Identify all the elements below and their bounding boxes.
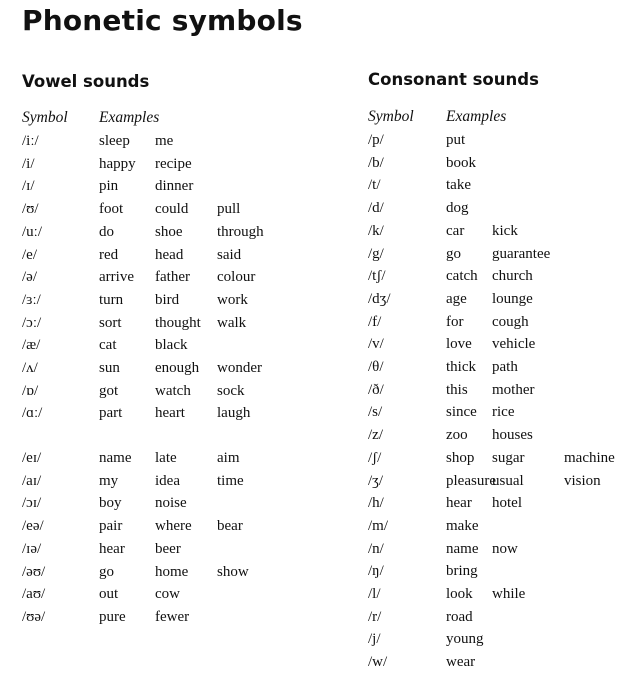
example-word: while <box>492 586 526 602</box>
example-word: pull <box>217 201 241 218</box>
phonetic-symbol: /iː/ <box>22 133 39 149</box>
example-word: guarantee <box>492 245 551 262</box>
example-word: machine <box>564 449 615 466</box>
example-word: where <box>155 518 192 535</box>
example-word: go <box>446 245 461 262</box>
example-word: walk <box>217 314 247 331</box>
phonetic-symbol: /ɪə/ <box>22 540 42 557</box>
phonetic-symbol: /g/ <box>368 245 384 262</box>
phonetic-symbol: /j/ <box>368 631 381 648</box>
example-word: love <box>446 336 472 353</box>
example-word: hotel <box>492 495 522 512</box>
example-word: wear <box>446 654 476 671</box>
example-word: mother <box>492 381 535 398</box>
example-word: rice <box>492 404 515 421</box>
phonetic-symbol: /e/ <box>22 246 37 263</box>
example-word: make <box>446 517 479 534</box>
example-word: part <box>99 405 123 422</box>
example-word: work <box>217 291 248 308</box>
example-word: cough <box>492 313 529 330</box>
page-title: Phonetic symbols <box>22 4 303 37</box>
example-word: kick <box>492 222 518 239</box>
example-word: put <box>446 132 466 148</box>
phonetic-symbol: /s/ <box>368 404 383 421</box>
phonetic-symbol: /ɪ/ <box>22 178 35 195</box>
example-word: father <box>155 269 190 286</box>
example-word: happy <box>99 155 136 172</box>
example-word: fewer <box>155 608 190 625</box>
phonetic-symbol: /ʌ/ <box>22 360 38 376</box>
phonetic-symbol: /v/ <box>368 336 384 353</box>
example-word: cat <box>99 337 117 354</box>
example-word: book <box>446 154 476 171</box>
example-word: sun <box>99 360 120 376</box>
example-word: got <box>99 382 119 399</box>
example-word: aim <box>217 450 240 466</box>
phonetic-symbol: /aʊ/ <box>22 586 46 603</box>
example-word: do <box>99 223 114 240</box>
example-word: idea <box>155 472 180 489</box>
example-word: turn <box>99 291 124 308</box>
phonetic-symbol: /θ/ <box>368 359 384 375</box>
example-word: bear <box>217 518 243 535</box>
example-word: could <box>155 201 189 218</box>
phonetic-symbol: /t/ <box>368 177 381 194</box>
phonetic-symbol: /ð/ <box>368 381 384 398</box>
phonetic-symbol: /r/ <box>368 608 382 625</box>
example-word: beer <box>155 540 181 557</box>
vowel-sounds-heading: Vowel sounds <box>22 72 150 91</box>
example-word: foot <box>99 201 124 218</box>
example-word: boy <box>99 495 122 512</box>
phonetic-symbol: /aɪ/ <box>22 472 42 489</box>
example-word: hear <box>446 495 472 512</box>
example-word: lounge <box>492 290 533 307</box>
phonetic-symbol: /ɑː/ <box>22 405 43 422</box>
phonetic-symbol: /d/ <box>368 200 384 217</box>
example-word: church <box>492 268 533 285</box>
example-word: sugar <box>492 449 525 466</box>
example-word: go <box>99 563 114 580</box>
example-word: road <box>446 608 473 625</box>
example-word: arrive <box>99 269 134 286</box>
example-word: show <box>217 563 249 580</box>
example-word: said <box>217 246 242 263</box>
example-word: age <box>446 290 467 307</box>
example-word: name <box>99 450 132 466</box>
example-word: for <box>446 313 464 330</box>
example-word: late <box>155 450 177 466</box>
example-word: pleasure <box>446 472 496 489</box>
example-word: houses <box>492 427 533 444</box>
phonetic-symbol: /z/ <box>368 427 383 444</box>
example-word: pin <box>99 178 119 195</box>
example-word: sock <box>217 382 245 399</box>
example-word: look <box>446 586 473 602</box>
example-word: time <box>217 472 244 489</box>
example-word: heart <box>155 405 185 422</box>
consonant-symbol-header: Symbol <box>368 108 414 125</box>
phonetic-symbol: /dʒ/ <box>368 290 391 307</box>
phonetic-symbol: /ɔɪ/ <box>22 495 42 512</box>
example-word: usual <box>492 472 524 489</box>
phonetic-symbol: /k/ <box>368 222 384 239</box>
phonetic-symbol: /b/ <box>368 154 384 171</box>
phonetic-symbol: /ʃ/ <box>368 449 382 466</box>
phonetic-symbol: /ŋ/ <box>368 563 384 580</box>
consonant-sounds-heading: Consonant sounds <box>368 70 539 89</box>
phonetic-symbol: /n/ <box>368 540 384 557</box>
example-word: noise <box>155 495 187 512</box>
example-word: watch <box>155 382 191 399</box>
example-word: bring <box>446 563 478 580</box>
phonetic-symbol: /p/ <box>368 132 384 148</box>
example-word: this <box>446 381 468 398</box>
phonetic-symbol: /ɒ/ <box>22 382 39 399</box>
example-word: bird <box>155 291 180 308</box>
phonetic-symbol: /ʊ/ <box>22 201 39 218</box>
example-word: name <box>446 540 479 557</box>
example-word: vision <box>564 472 601 489</box>
example-word: wonder <box>217 360 262 376</box>
example-word: since <box>446 404 477 421</box>
example-word: my <box>99 472 119 489</box>
vowel-symbol-header: Symbol <box>22 109 68 126</box>
phonetic-symbol: /ʒ/ <box>368 472 383 489</box>
example-word: shoe <box>155 223 183 240</box>
example-word: now <box>492 540 518 557</box>
phonetic-symbol: /ʊə/ <box>22 608 46 625</box>
example-word: thought <box>155 314 201 331</box>
example-word: red <box>99 246 119 263</box>
phonetic-symbol: /tʃ/ <box>368 268 386 285</box>
example-word: dinner <box>155 178 194 195</box>
phonetic-symbol: /eə/ <box>22 518 44 535</box>
example-word: vehicle <box>492 336 536 353</box>
phonetic-symbol: /ɔː/ <box>22 314 42 331</box>
example-word: home <box>155 563 189 580</box>
example-word: dog <box>446 200 469 217</box>
phonetic-symbol: /uː/ <box>22 223 43 240</box>
phonetic-symbol: /w/ <box>368 654 388 671</box>
example-word: hear <box>99 540 125 557</box>
phonetic-symbol: /əʊ/ <box>22 563 46 580</box>
phonetic-symbol: /i/ <box>22 155 35 172</box>
example-word: head <box>155 246 184 263</box>
example-word: take <box>446 177 471 194</box>
example-word: pure <box>99 608 126 625</box>
example-word: sort <box>99 314 122 331</box>
example-word: black <box>155 337 188 354</box>
phonetic-symbol: /ɜː/ <box>22 291 41 308</box>
example-word: me <box>155 133 174 149</box>
example-word: thick <box>446 359 476 375</box>
example-word: catch <box>446 268 478 285</box>
phonetic-symbol: /æ/ <box>22 337 41 354</box>
example-word: through <box>217 223 264 240</box>
example-word: shop <box>446 449 475 466</box>
example-word: car <box>446 222 465 239</box>
example-word: recipe <box>155 155 192 172</box>
phonetic-symbol: /l/ <box>368 586 381 602</box>
example-word: pair <box>99 518 123 535</box>
phonetic-symbol: /m/ <box>368 517 389 534</box>
phonetic-symbol: /h/ <box>368 495 384 512</box>
vowel-examples-header: Examples <box>99 109 160 126</box>
phonetic-symbol: /f/ <box>368 313 382 330</box>
phonetic-symbol: /eɪ/ <box>22 450 42 466</box>
example-word: sleep <box>99 133 130 149</box>
example-word: out <box>99 586 119 603</box>
example-word: young <box>446 631 484 648</box>
phonetic-symbol: /ə/ <box>22 269 37 286</box>
consonant-examples-header: Examples <box>446 108 507 125</box>
example-word: path <box>492 359 518 375</box>
example-word: colour <box>217 269 256 286</box>
example-word: cow <box>155 586 180 603</box>
example-word: laugh <box>217 405 251 422</box>
example-word: zoo <box>446 427 468 444</box>
example-word: enough <box>155 360 200 376</box>
